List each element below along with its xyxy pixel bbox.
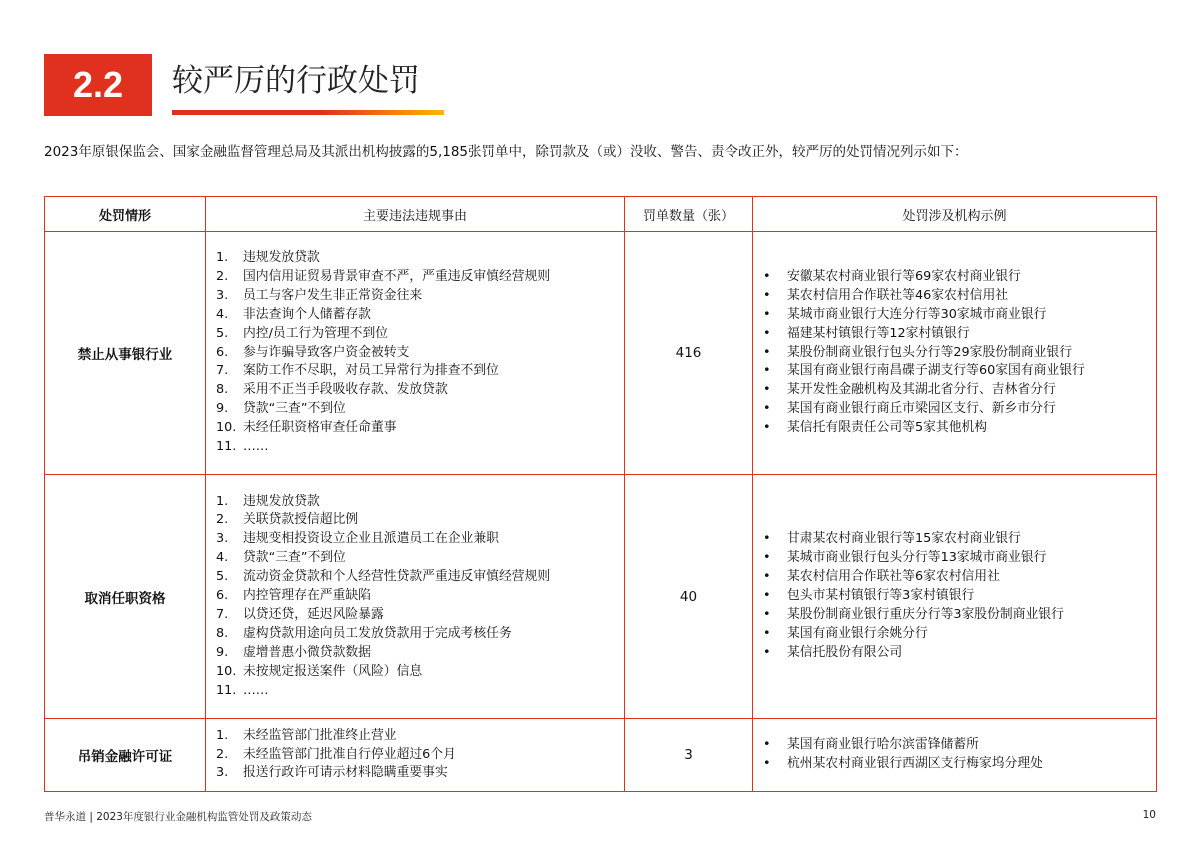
reason-number: 7. (216, 606, 229, 622)
example-text: 包头市某村镇银行等3家村镇银行 (787, 588, 975, 604)
page-number: 10 (1142, 809, 1156, 821)
example-text: 某信托股份有限公司 (787, 644, 903, 660)
example-text: 某股份制商业银行包头分行等29家股份制商业银行 (787, 344, 1073, 360)
example-text: 甘肃某农村商业银行等15家农村商业银行 (787, 531, 1021, 547)
header-penalty: 处罚情形 (45, 197, 206, 232)
reason-text: 违规发放贷款 (243, 493, 320, 509)
penalty-table (44, 196, 1157, 792)
bullet-icon: • (763, 625, 771, 641)
example-text: 某开发性金融机构及其湖北省分行、吉林省分行 (787, 382, 1056, 398)
reason-number: 8. (216, 625, 229, 641)
reason-item (216, 606, 624, 625)
reason-number: 11. (216, 439, 237, 455)
reason-item (216, 587, 624, 606)
example-item (761, 287, 1156, 306)
table-row (45, 475, 1157, 719)
example-text: 杭州某农村商业银行西湖区支行梅家坞分理处 (787, 756, 1043, 771)
example-item (761, 325, 1156, 344)
reason-number: 9. (216, 644, 229, 660)
reason-text: 虚增普惠小微贷款数据 (243, 644, 371, 660)
reason-text: 采用不正当手段吸收存款、发放贷款 (243, 382, 448, 398)
example-item (761, 381, 1156, 400)
reasons-cell (206, 719, 625, 792)
reason-number: 4. (216, 550, 229, 566)
bullet-icon: • (763, 344, 771, 360)
bullet-icon: • (763, 531, 771, 547)
reason-number: 1. (216, 250, 229, 266)
reason-text: 违规发放贷款 (243, 250, 320, 266)
example-item (761, 568, 1156, 587)
reason-item (216, 344, 624, 363)
bullet-icon: • (763, 420, 771, 436)
example-item (761, 644, 1156, 663)
example-item (761, 736, 1156, 755)
footer-text: 普华永道 | 2023年度银行业金融机构监管处罚及政策动态 (44, 811, 312, 823)
reason-item (216, 493, 624, 512)
reason-number: 6. (216, 588, 229, 604)
examples-list (753, 268, 1156, 438)
reason-item (216, 325, 624, 344)
table-row (45, 719, 1157, 792)
example-text: 某国有商业银行商丘市梁园区支行、新乡市分行 (787, 401, 1056, 417)
intro-paragraph: 2023年原银保监会、国家金融监督管理总局及其派出机构披露的5,185张罚单中，除罚款及（或）没收、警告、责令改正外，较严厉的处罚情况列示如下： (44, 144, 968, 160)
reason-number: 6. (216, 344, 229, 360)
ticket-count: 40 (625, 475, 753, 719)
example-text: 某国有商业银行余姚分行 (787, 625, 928, 641)
example-item (761, 362, 1156, 381)
reason-item (216, 764, 624, 783)
reason-text: 参与诈骗导致客户资金被转支 (243, 344, 410, 360)
bullet-icon: • (763, 401, 771, 417)
example-item (761, 419, 1156, 438)
example-text: 某农村信用合作联社等6家农村信用社 (787, 569, 1000, 585)
example-text: 某信托有限责任公司等5家其他机构 (787, 420, 988, 436)
bullet-icon: • (763, 569, 771, 585)
reason-item (216, 530, 624, 549)
reason-item (216, 438, 624, 457)
reason-text: 国内信用证贸易背景审查不严，严重违反审慎经营规则 (243, 268, 551, 284)
reason-number: 3. (216, 765, 229, 781)
reason-item (216, 381, 624, 400)
bullet-icon: • (763, 363, 771, 379)
examples-cell (753, 475, 1157, 719)
reason-text: 贷款“三查”不到位 (243, 401, 346, 417)
reasons-list (206, 249, 624, 457)
reason-text: 违规变相投资设立企业且派遣员工在企业兼职 (243, 531, 499, 547)
reason-number: 2. (216, 512, 229, 528)
example-text: 某农村信用合作联社等46家农村信用社 (787, 287, 1009, 303)
reason-number: 11. (216, 682, 237, 698)
reason-text: 内控/员工行为管理不到位 (243, 325, 389, 341)
bullet-icon: • (763, 325, 771, 341)
bullet-icon: • (763, 550, 771, 566)
reason-number: 7. (216, 363, 229, 379)
reason-item (216, 249, 624, 268)
reason-item (216, 746, 624, 765)
example-item (761, 400, 1156, 419)
reason-number: 2. (216, 746, 229, 762)
reason-item (216, 419, 624, 438)
reason-item (216, 727, 624, 746)
example-text: 某城市商业银行大连分行等30家城市商业银行 (787, 306, 1047, 322)
reason-item (216, 549, 624, 568)
example-item (761, 549, 1156, 568)
section-number-box: 2.2 (44, 54, 152, 116)
reason-text: …… (243, 682, 269, 698)
examples-list (753, 530, 1156, 662)
example-text: 某城市商业银行包头分行等13家城市商业银行 (787, 550, 1047, 566)
reason-number: 5. (216, 325, 229, 341)
penalty-type: 取消任职资格 (45, 475, 206, 719)
reason-number: 8. (216, 382, 229, 398)
reason-text: 关联贷款授信超比例 (243, 512, 359, 528)
bullet-icon: • (763, 737, 771, 753)
reason-text: 未经监管部门批准终止营业 (243, 727, 397, 743)
bullet-icon: • (763, 756, 771, 771)
bullet-icon: • (763, 606, 771, 622)
example-item (761, 606, 1156, 625)
table-row (45, 232, 1157, 475)
reason-text: 虚构贷款用途向员工发放贷款用于完成考核任务 (243, 625, 512, 641)
reason-text: 未经任职资格审查任命董事 (243, 420, 397, 436)
reason-text: 以贷还贷，延迟风险暴露 (243, 606, 384, 622)
reason-number: 1. (216, 727, 229, 743)
reason-text: 员工与客户发生非正常资金往来 (243, 287, 423, 303)
reason-item (216, 663, 624, 682)
reason-item (216, 644, 624, 663)
reasons-cell (206, 232, 625, 475)
table-header-row (45, 197, 1157, 232)
reason-text: 案防工作不尽职，对员工异常行为排查不到位 (243, 363, 499, 379)
reason-number: 5. (216, 569, 229, 585)
reason-item (216, 268, 624, 287)
reasons-list (206, 727, 624, 784)
example-text: 某国有商业银行南昌碟子湖支行等60家国有商业银行 (787, 363, 1085, 379)
reason-item (216, 625, 624, 644)
header-examples: 处罚涉及机构示例 (753, 197, 1157, 232)
bullet-icon: • (763, 287, 771, 303)
example-text: 某国有商业银行哈尔滨雷锋储蓄所 (787, 737, 979, 753)
reason-item (216, 682, 624, 701)
reason-item (216, 511, 624, 530)
example-text: 福建某村镇银行等12家村镇银行 (787, 325, 970, 341)
reason-text: 非法查询个人储蓄存款 (243, 306, 371, 322)
reason-item (216, 400, 624, 419)
bullet-icon: • (763, 306, 771, 322)
reason-number: 10. (216, 420, 237, 436)
bullet-icon: • (763, 382, 771, 398)
examples-cell (753, 719, 1157, 792)
ticket-count: 416 (625, 232, 753, 475)
examples-cell (753, 232, 1157, 475)
reason-text: 流动资金贷款和个人经营性贷款严重违反审慎经营规则 (243, 569, 551, 585)
reasons-cell (206, 475, 625, 719)
example-item (761, 587, 1156, 606)
example-text: 安徽某农村商业银行等69家农村商业银行 (787, 268, 1021, 284)
reason-number: 1. (216, 493, 229, 509)
reason-number: 3. (216, 287, 229, 303)
reason-item (216, 287, 624, 306)
header-reasons: 主要违法违规事由 (206, 197, 625, 232)
example-item (761, 306, 1156, 325)
penalty-type: 吊销金融许可证 (45, 719, 206, 792)
reason-item (216, 362, 624, 381)
reason-text: 未经监管部门批准自行停业超过6个月 (243, 746, 456, 762)
reason-text: 报送行政许可请示材料隐瞒重要事实 (243, 765, 448, 781)
reason-number: 2. (216, 268, 229, 284)
example-item (761, 268, 1156, 287)
reason-number: 3. (216, 531, 229, 547)
bullet-icon: • (763, 588, 771, 604)
reason-number: 10. (216, 663, 237, 679)
header-count: 罚单数量（张） (625, 197, 753, 232)
reason-item (216, 568, 624, 587)
example-item (761, 344, 1156, 363)
reason-item (216, 306, 624, 325)
reason-text: …… (243, 439, 269, 455)
ticket-count: 3 (625, 719, 753, 792)
title-underline (172, 110, 444, 115)
reason-number: 4. (216, 306, 229, 322)
reason-text: 贷款“三查”不到位 (243, 550, 346, 566)
section-title: 较严厉的行政处罚 (172, 63, 420, 99)
example-text: 某股份制商业银行重庆分行等3家股份制商业银行 (787, 606, 1064, 622)
example-item (761, 530, 1156, 549)
reason-text: 内控管理存在严重缺陷 (243, 588, 371, 604)
reason-text: 未按规定报送案件（风险）信息 (243, 663, 423, 679)
reasons-list (206, 493, 624, 701)
bullet-icon: • (763, 268, 771, 284)
penalty-type: 禁止从事银行业 (45, 232, 206, 475)
examples-list (753, 736, 1156, 774)
reason-number: 9. (216, 401, 229, 417)
example-item (761, 755, 1156, 774)
bullet-icon: • (763, 644, 771, 660)
example-item (761, 625, 1156, 644)
